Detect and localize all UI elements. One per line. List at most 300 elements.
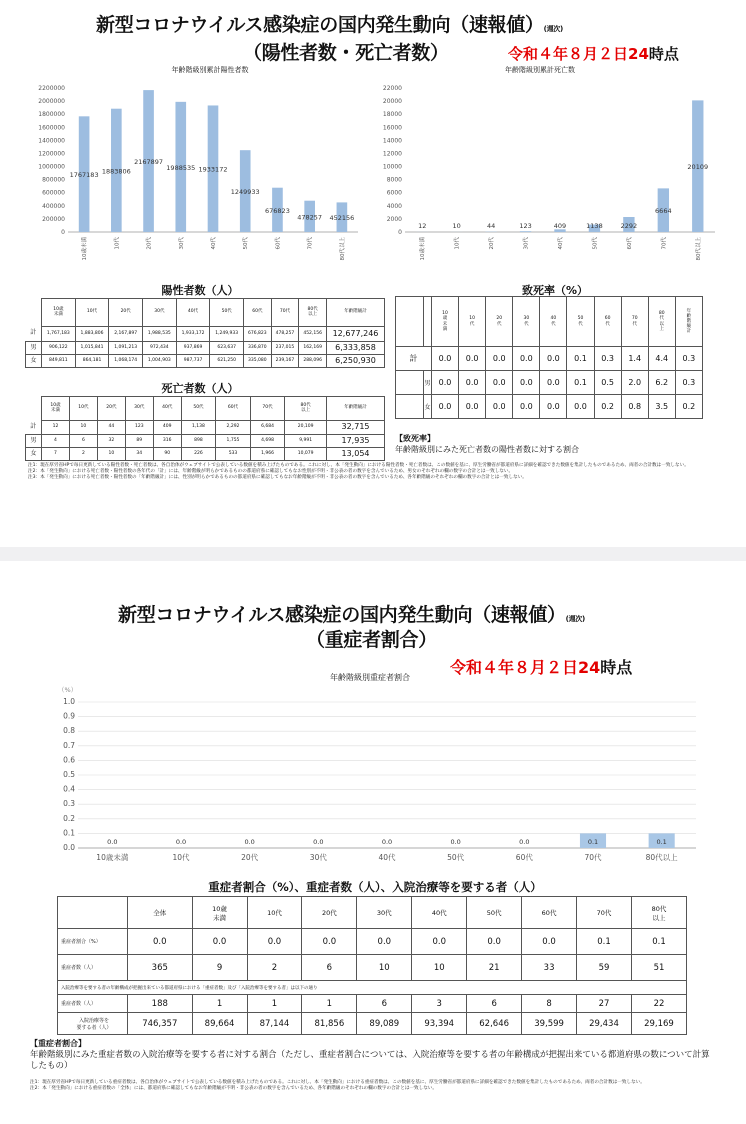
table-cell: 335,080: [244, 355, 272, 368]
table-row: [26, 448, 385, 461]
part2-date-suffix: 時点: [600, 658, 633, 677]
table-cell: 0.2: [675, 395, 702, 419]
table-cell-total: 13,054: [327, 448, 385, 461]
table-cell: 1,138: [181, 421, 216, 435]
table-cell: 21: [467, 955, 522, 981]
table-header: 70 代: [621, 297, 648, 347]
y-tick-label: 4000: [386, 202, 402, 210]
table-cell: 0.0: [486, 371, 513, 395]
table-header: 50代: [181, 397, 216, 421]
table-cell: 0.0: [302, 929, 357, 955]
table-cell: 10: [412, 955, 467, 981]
table-row: [58, 929, 687, 955]
data-label: 1249933: [230, 188, 260, 197]
x-tick-label: 40代: [378, 853, 396, 862]
y-tick-label: 22000: [382, 85, 402, 92]
table-cell: 316: [153, 435, 181, 448]
severe-chart-title: 年齢階級別重症者割合: [330, 673, 410, 682]
table-cell: 0.0: [467, 929, 522, 955]
table-cell: 0.1: [567, 371, 594, 395]
table-header: 年 齢 階 級 計: [675, 297, 702, 347]
table-cell: 22: [631, 995, 686, 1013]
table-header: 40代: [412, 897, 467, 929]
table-row: [58, 1013, 687, 1035]
table-cell: 1,249,933: [210, 327, 244, 342]
data-label: 0.0: [175, 838, 187, 846]
data-label: 452156: [329, 214, 355, 223]
y-tick-label: 0.0: [63, 843, 75, 852]
y-tick-label: 1600000: [38, 124, 65, 132]
table-row: [58, 981, 687, 995]
x-tick-label: 10代: [172, 853, 190, 862]
table-cell: 0.0: [128, 929, 193, 955]
row-label: 男: [424, 371, 432, 395]
note-1: 注1：現在厚労省HPで毎日更新している重症者数は、各自治体がウェブサイトで公表している数値を積み上げたものである。これに対し、本「発生動向」における重症者数は、この数値を基に、厚生労働省が都道府県に詳細を確認できた数値を集計したものであるため、両者の合計数は一致しない。: [30, 1080, 645, 1085]
part2-report-date: [450, 655, 632, 678]
data-label: 0.0: [244, 838, 255, 846]
table-header: 10 代: [459, 297, 486, 347]
table-cell: 0.3: [675, 371, 702, 395]
table-cell: 1,755: [216, 435, 251, 448]
table-cell: 0.5: [594, 371, 621, 395]
y-tick-label: 0.1: [63, 828, 75, 838]
table-cell: 93,394: [412, 1013, 467, 1035]
data-label: 1767183: [69, 171, 99, 180]
table-cell: 0.3: [675, 347, 702, 371]
table-row: [396, 395, 703, 419]
table-header: 10代: [75, 299, 109, 327]
data-label: 676823: [265, 206, 290, 215]
row-label: 重症者数（人）: [58, 995, 128, 1013]
part1-title-line1: 新型コロナウイルス感染症の国内発生動向（速報値）: [96, 14, 544, 36]
note-1: 注1：現在厚労省HPで毎日更新している陽性者数・死亡者数は、各自治体がウェブサイトで公表している数値を積み上げたものである。これに対し、本「発生動向」における陽性者数・死亡者数は、この数値を基に、厚生労働省が都道府県に詳細を確認できた数値を集計したものであるため、両者の合計数は一致しない。: [28, 463, 689, 468]
x-tick-label: 30代: [178, 237, 185, 250]
part1-notes: [28, 463, 698, 482]
y-tick-label: 0.5: [63, 770, 75, 779]
y-tick-label: 600000: [42, 189, 65, 197]
y-tick-label: 12000: [382, 150, 402, 158]
table-header: 50代: [210, 299, 244, 327]
table-cell: 87,144: [247, 1013, 302, 1035]
table-cell: 0.3: [594, 347, 621, 371]
table-cell: 29,169: [631, 1013, 686, 1035]
table-cell: 90: [153, 448, 181, 461]
table-cell: 2,167,897: [109, 327, 143, 342]
y-tick-label: 2200000: [38, 85, 65, 92]
data-label: 12: [418, 222, 427, 230]
row-label: 計: [26, 327, 42, 342]
cfr-table-title: 致死率（%）: [521, 284, 589, 297]
x-tick-label: 30代: [309, 853, 327, 862]
table-cell: 9: [192, 955, 247, 981]
y-tick-label: 0.6: [63, 755, 75, 765]
table-corner: [396, 395, 424, 419]
table-cell: 4.4: [648, 347, 675, 371]
y-tick-label: 18000: [382, 111, 402, 119]
severe-definition-title: 【重症者割合】: [30, 1039, 86, 1048]
table-cell-total: 12,677,246: [327, 327, 385, 342]
table-cell: 676,823: [244, 327, 272, 342]
table-cell: 621,250: [210, 355, 244, 368]
row-label: 男: [26, 435, 42, 448]
y-tick-label: 200000: [42, 215, 65, 223]
death-chart-title: 年齢階級別累計死亡数: [505, 66, 575, 74]
table-cell: 0.0: [432, 371, 459, 395]
y-tick-label: 1200000: [38, 150, 65, 158]
x-tick-label: 10歳未満: [82, 237, 89, 261]
table-cell: 51: [631, 955, 686, 981]
table-row: [58, 955, 687, 981]
row-label: 女: [26, 355, 42, 368]
x-tick-label: 10歳未満: [96, 853, 129, 862]
positive-chart-title: 年齢階級別累計陽性者数: [171, 66, 249, 74]
table-cell-total: 32,715: [327, 421, 385, 435]
severe-table: [57, 896, 687, 1035]
data-label: 6664: [655, 207, 672, 216]
table-header: 80代 以上: [285, 397, 327, 421]
table-header: 年齢階級計: [327, 397, 385, 421]
table-cell: 0.0: [540, 347, 567, 371]
table-cell: 0.0: [459, 395, 486, 419]
y-tick-label: 1800000: [38, 111, 65, 119]
y-tick-label: 20000: [382, 98, 402, 106]
row-label: 女: [26, 448, 42, 461]
part1-report-date: [508, 43, 679, 64]
cfr-definition-title: 【致死率】: [395, 434, 435, 443]
part2-title-line1: 新型コロナウイルス感染症の国内発生動向（速報値）: [118, 604, 566, 626]
table-corner: [396, 371, 424, 395]
positive-bar-chart: [0, 75, 375, 285]
table-cell: 33: [522, 955, 577, 981]
table-cell: 162,169: [299, 342, 327, 355]
data-label: 2167897: [134, 158, 164, 167]
table-cell: 0.0: [357, 929, 412, 955]
table-cell: 39,599: [522, 1013, 577, 1035]
table-header: 20代: [109, 299, 143, 327]
positive-table: [25, 298, 385, 368]
table-header: 30代: [143, 299, 177, 327]
table-header: 20代: [97, 397, 125, 421]
y-tick-label: 0.9: [63, 711, 75, 721]
table-cell: 0.0: [540, 371, 567, 395]
data-label: 409: [553, 222, 567, 230]
y-tick-label: 6000: [386, 189, 402, 197]
part1-date-value: 令和４年８月２日24: [508, 45, 649, 63]
x-tick-label: 20代: [489, 237, 496, 250]
table-header: 30代: [357, 897, 412, 929]
table-cell: 9,991: [285, 435, 327, 448]
note-2: 注2：本「発生動向」における重症者数の「全体」には、都道府県に確認してもなお年齢階級が不明・非公表の者の数字を含んでいるため、各年齢階級のそれぞれの欄の数字の合計とは一致しない。: [30, 1086, 437, 1092]
row-label: 計: [26, 421, 42, 435]
table-header: 30代: [125, 397, 153, 421]
y-tick-label: 1.0: [63, 697, 75, 706]
data-label: 44: [486, 222, 496, 230]
table-cell: 0.0: [513, 371, 540, 395]
table-cell: 0.0: [486, 395, 513, 419]
table-corner: [424, 297, 432, 347]
x-tick-label: 80代以上: [695, 237, 702, 261]
x-tick-label: 40代: [211, 237, 217, 250]
death-table-title: 死亡者数（人）: [161, 382, 239, 395]
severe-definition-body: 年齢階級別にみた重症者数の入院治療等を要する者に対する割合（ただし、重症者割合については、入院治療等を要する者の年齢構成が把握出来ている都道府県の数について計算したもの）: [30, 1050, 710, 1072]
table-cell: 1.4: [621, 347, 648, 371]
table-header: 10歳 未満: [42, 299, 76, 327]
table-cell: 44: [97, 421, 125, 435]
table-cell: 623,637: [210, 342, 244, 355]
table-cell: 7: [42, 448, 70, 461]
death-bar-chart: [375, 75, 746, 285]
data-label: 2292: [620, 222, 638, 230]
table-cell: 937,869: [176, 342, 210, 355]
table-header: 70代: [250, 397, 285, 421]
table-cell: 0.1: [567, 347, 594, 371]
table-cell: 6.2: [648, 371, 675, 395]
x-tick-label: 80代以上: [339, 237, 346, 261]
table-cell: 10: [97, 448, 125, 461]
data-label: 0.1: [587, 838, 599, 846]
y-tick-label: 1400000: [38, 137, 65, 145]
data-label: 0.0: [450, 838, 461, 846]
part1-date-suffix: 時点: [648, 45, 679, 63]
x-tick-label: 60代: [626, 237, 633, 250]
table-cell: 0.0: [192, 929, 247, 955]
data-label: 0.0: [381, 838, 393, 846]
table-header: 40代: [153, 397, 181, 421]
table-cell: 29,434: [577, 1013, 632, 1035]
page-divider: [0, 547, 746, 561]
cfr-definition-body: 年齢階級別にみた死亡者数の陽性者数に対する割合: [395, 445, 579, 454]
table-cell: 906,122: [42, 342, 76, 355]
positive-table-title: 陽性者数（人）: [161, 284, 239, 297]
table-cell: 1: [247, 995, 302, 1013]
y-tick-label: 10000: [382, 163, 402, 171]
data-label: 1883806: [101, 167, 131, 176]
data-label: 0.0: [519, 838, 530, 846]
x-tick-label: 60代: [515, 853, 533, 862]
table-cell: 0.0: [486, 347, 513, 371]
table-cell: 34: [125, 448, 153, 461]
table-cell: 288,096: [299, 355, 327, 368]
x-tick-label: 70代: [307, 237, 314, 250]
y-tick-label: 1000000: [38, 163, 65, 171]
table-cell: 8: [522, 995, 577, 1013]
x-tick-label: 10歳未満: [420, 237, 427, 261]
table-cell: 1,091,213: [109, 342, 143, 355]
table-cell: 239,167: [271, 355, 299, 368]
table-row: [26, 435, 385, 448]
table-row: [26, 342, 385, 355]
table-header: 10代: [247, 897, 302, 929]
table-cell: 0.0: [459, 371, 486, 395]
table-corner: [58, 897, 128, 929]
table-cell: 987,737: [176, 355, 210, 368]
table-cell: 2: [69, 448, 97, 461]
x-tick-label: 50代: [447, 853, 465, 862]
y-tick-label: 2000: [386, 215, 402, 223]
table-cell: 123: [125, 421, 153, 435]
table-cell: 0.0: [432, 395, 459, 419]
table-cell: 1,004,903: [143, 355, 177, 368]
table-cell: 898: [181, 435, 216, 448]
table-cell-total: 17,935: [327, 435, 385, 448]
table-cell: 452,156: [299, 327, 327, 342]
table-header: 10 歳 未 満: [432, 297, 459, 347]
y-tick-label: 14000: [382, 137, 402, 145]
table-cell: 62,646: [467, 1013, 522, 1035]
table-cell: 1,933,172: [176, 327, 210, 342]
table-header: 10代: [69, 397, 97, 421]
table-row: [58, 995, 687, 1013]
table-cell: 1: [302, 995, 357, 1013]
table-cell-total: 6,250,930: [327, 355, 385, 368]
x-tick-label: 30代: [523, 237, 530, 250]
table-header: 80 代 以 上: [648, 297, 675, 347]
table-cell: 10,079: [285, 448, 327, 461]
x-tick-label: 70代: [584, 853, 602, 862]
part2-notes: [30, 1080, 710, 1092]
severe-rate-bar-chart: [0, 690, 746, 870]
table-cell: 0.0: [567, 395, 594, 419]
x-tick-label: 80代以上: [645, 853, 678, 862]
table-row: [396, 371, 703, 395]
table-row: [26, 327, 385, 342]
table-cell: 0.0: [247, 929, 302, 955]
table-cell: 409: [153, 421, 181, 435]
x-tick-label: 50代: [592, 237, 599, 250]
data-label: 1988535: [166, 163, 196, 172]
table-header: 10歳 未満: [42, 397, 70, 421]
table-corner: [26, 299, 42, 327]
x-tick-label: 60代: [275, 237, 282, 250]
table-cell: 188: [128, 995, 193, 1013]
table-cell: 6,684: [250, 421, 285, 435]
table-cell: 0.0: [513, 395, 540, 419]
table-header: 60 代: [594, 297, 621, 347]
cfr-table: [395, 296, 703, 419]
table-header: 60代: [244, 299, 272, 327]
table-cell: 336,870: [244, 342, 272, 355]
table-header: 10歳 未満: [192, 897, 247, 929]
data-label: 1933172: [198, 165, 228, 174]
table-cell: 0.0: [540, 395, 567, 419]
data-label: 1138: [586, 222, 603, 230]
table-cell: 4: [42, 435, 70, 448]
table-cell: 0.0: [412, 929, 467, 955]
table-header: 80代 以上: [299, 299, 327, 327]
table-cell: 6: [357, 995, 412, 1013]
y-tick-label: 2000000: [38, 98, 65, 106]
x-tick-label: 10代: [454, 237, 461, 250]
table-cell: 1,883,806: [75, 327, 109, 342]
x-tick-label: 40代: [558, 237, 564, 250]
table-cell: 533: [216, 448, 251, 461]
table-cell: 1: [192, 995, 247, 1013]
table-cell: 6: [302, 955, 357, 981]
table-cell: 59: [577, 955, 632, 981]
table-corner: [396, 297, 424, 347]
bar: [520, 231, 531, 232]
table-cell: 478,257: [271, 327, 299, 342]
row-label: 重症者数（人）: [58, 955, 128, 981]
table-cell: 4,698: [250, 435, 285, 448]
table-cell: 0.0: [432, 347, 459, 371]
table-cell: 0.8: [621, 395, 648, 419]
y-tick-label: 16000: [382, 124, 402, 132]
severe-table-title: 重症者割合（%）、重症者数（人）、入院治療等を要する者（人）: [208, 880, 542, 894]
table-cell: 1,767,183: [42, 327, 76, 342]
x-tick-label: 10代: [114, 237, 121, 250]
table-header: 80代 以上: [631, 897, 686, 929]
table-header: 60代: [216, 397, 251, 421]
part2-date-value: 令和４年８月２日24: [450, 658, 601, 677]
table-cell: 864,181: [75, 355, 109, 368]
table-header: 60代: [522, 897, 577, 929]
death-table: [25, 396, 385, 461]
y-tick-label: 0.3: [63, 799, 75, 809]
table-cell: 226: [181, 448, 216, 461]
y-tick-label: 0.8: [63, 726, 75, 736]
table-header: 全体: [128, 897, 193, 929]
part1-subtitle: （陽性者数・死亡者数）: [243, 42, 449, 64]
row-label: 女: [424, 395, 432, 419]
data-label: 20109: [687, 163, 709, 172]
table-row: [26, 421, 385, 435]
table-cell: 2,292: [216, 421, 251, 435]
row-label: 計: [396, 347, 432, 371]
table-cell: 32: [97, 435, 125, 448]
table-row: [396, 347, 703, 371]
table-cell: 12: [42, 421, 70, 435]
y-tick-label: 800000: [42, 176, 65, 184]
table-header: 50代: [467, 897, 522, 929]
table-cell-total: 6,333,858: [327, 342, 385, 355]
data-label: 0.0: [107, 838, 118, 846]
table-header: 50 代: [567, 297, 594, 347]
x-tick-label: 20代: [146, 237, 153, 250]
part1-weekly-label: (週次): [543, 25, 563, 33]
table-cell: 6: [69, 435, 97, 448]
table-cell: 0.2: [594, 395, 621, 419]
table-cell: 89,664: [192, 1013, 247, 1035]
table-cell: 10: [69, 421, 97, 435]
table-header: 40 代: [540, 297, 567, 347]
table-cell: 1,988,535: [143, 327, 177, 342]
row-label: 男: [26, 342, 42, 355]
table-cell: 3: [412, 995, 467, 1013]
table-cell: 0.1: [577, 929, 632, 955]
x-tick-label: 20代: [241, 853, 259, 862]
x-tick-label: 70代: [661, 237, 668, 250]
table-header: 70代: [271, 299, 299, 327]
table-header: 30 代: [513, 297, 540, 347]
part2-title: [118, 600, 585, 627]
part1-title: [96, 10, 563, 37]
table-header: 20代: [302, 897, 357, 929]
table-cell: 746,357: [128, 1013, 193, 1035]
data-label: 0.1: [656, 838, 667, 846]
data-label: 0.0: [313, 838, 324, 846]
data-label: 123: [519, 222, 532, 230]
y-tick-label: 0.4: [63, 784, 75, 794]
table-cell: 1,015,841: [75, 342, 109, 355]
note-2: 注2：本「発生動向」における死亡者数・陽性者数の各年代の「計」には、年齢階級が明らかであるものの都道府県に確認してもなお性別が不明・非公表の者の数字を含んでいるため、男女のそれぞれの欄の数字の合計とは一致しない。: [28, 469, 514, 475]
table-corner: [26, 397, 42, 421]
table-header: 20 代: [486, 297, 513, 347]
table-cell: 1,966: [250, 448, 285, 461]
table-cell: 0.1: [631, 929, 686, 955]
table-cell: 3.5: [648, 395, 675, 419]
table-cell: 89,089: [357, 1013, 412, 1035]
